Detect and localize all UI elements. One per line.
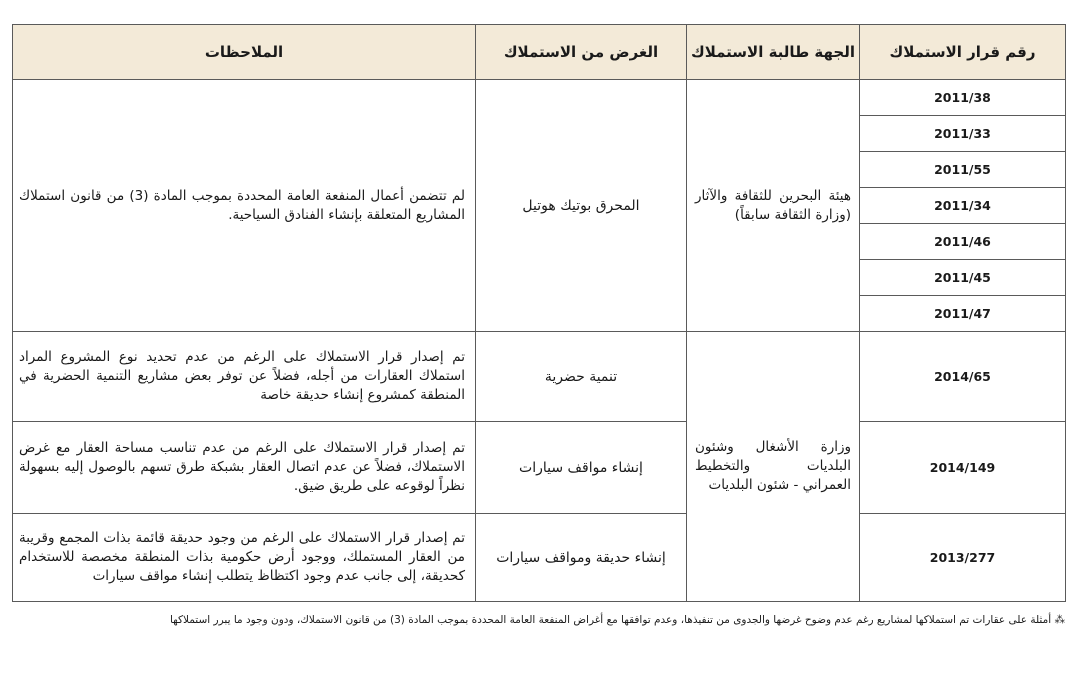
decision-number-cell: 2011/33 — [860, 116, 1066, 152]
decision-number-cell: 2011/45 — [860, 260, 1066, 296]
footnote-marker: ⁂ — [1054, 614, 1065, 626]
table-row — [13, 422, 1066, 514]
table-row — [13, 80, 1066, 116]
footnote — [12, 614, 1065, 626]
notes-cell: تم إصدار قرار الاستملاك على الرغم من عدم تحديد نوع المشروع المراد استملاك العقارات من أجله، فضلاً عن توفر بعض مشاريع التنمية الحضرية في المنطقة كمشروع إنشاء حديقة خاصة — [13, 332, 476, 422]
decision-number-cell: 2011/55 — [860, 152, 1066, 188]
decision-number-cell: 2013/277 — [860, 514, 1066, 602]
header-purpose: الغرض من الاستملاك — [476, 25, 687, 80]
footnote-text: أمثلة على عقارات تم استملاكها لمشاريع رغم عدم وضوح غرضها والجدوى من تنفيذها، وعدم توافقها مع أغراض المنفعة العامة المحددة بموجب المادة (3) من قانون الاستملاك، ودون وجود ما يبرر استملاكها — [169, 614, 1052, 626]
purpose-cell: إنشاء حديقة ومواقف سيارات — [476, 514, 687, 602]
header-decision-number: رقم قرار الاستملاك — [860, 25, 1066, 80]
purpose-cell: المحرق بوتيك هوتيل — [476, 80, 687, 332]
expropriation-table — [12, 24, 1066, 602]
header-requesting-entity: الجهة طالبة الاستملاك — [687, 25, 860, 80]
decision-number-cell: 2014/149 — [860, 422, 1066, 514]
decision-number-cell: 2011/34 — [860, 188, 1066, 224]
purpose-cell: إنشاء مواقف سيارات — [476, 422, 687, 514]
decision-number-cell: 2011/46 — [860, 224, 1066, 260]
notes-cell: تم إصدار قرار الاستملاك على الرغم من عدم تناسب مساحة العقار مع غرض الاستملاك، فضلاً عن عدم اتصال العقار بشبكة طرق تسهم بالوصول إليه بسهولة نظراً لوقوعه على طريق ضيق. — [13, 422, 476, 514]
requesting-entity-cell: هيئة البحرين للثقافة والآثار (وزارة الثقافة سابقاً) — [687, 80, 860, 332]
decision-number-cell: 2011/38 — [860, 80, 1066, 116]
notes-cell: لم تتضمن أعمال المنفعة العامة المحددة بموجب المادة (3) من قانون استملاك المشاريع المتعلقة بإنشاء الفنادق السياحية. — [13, 80, 476, 332]
expropriation-table-wrapper — [12, 24, 1065, 602]
table-row — [13, 514, 1066, 602]
notes-cell: تم إصدار قرار الاستملاك على الرغم من وجود حديقة قائمة بذات المجمع وقريبة من العقار المستملك، ووجود أرض حكومية بذات المنطقة مخصصة للاستخدام كحديقة، إلى جانب عدم وجود اكتظاظ يتطلب إنشاء مواقف سيارات — [13, 514, 476, 602]
table-row — [13, 332, 1066, 422]
table-header-row — [13, 25, 1066, 80]
purpose-cell: تنمية حضرية — [476, 332, 687, 422]
header-notes: الملاحظات — [13, 25, 476, 80]
decision-number-cell: 2014/65 — [860, 332, 1066, 422]
requesting-entity-cell: وزارة الأشغال وشئون البلديات والتخطيط العمراني - شئون البلديات — [687, 332, 860, 602]
decision-number-cell: 2011/47 — [860, 296, 1066, 332]
